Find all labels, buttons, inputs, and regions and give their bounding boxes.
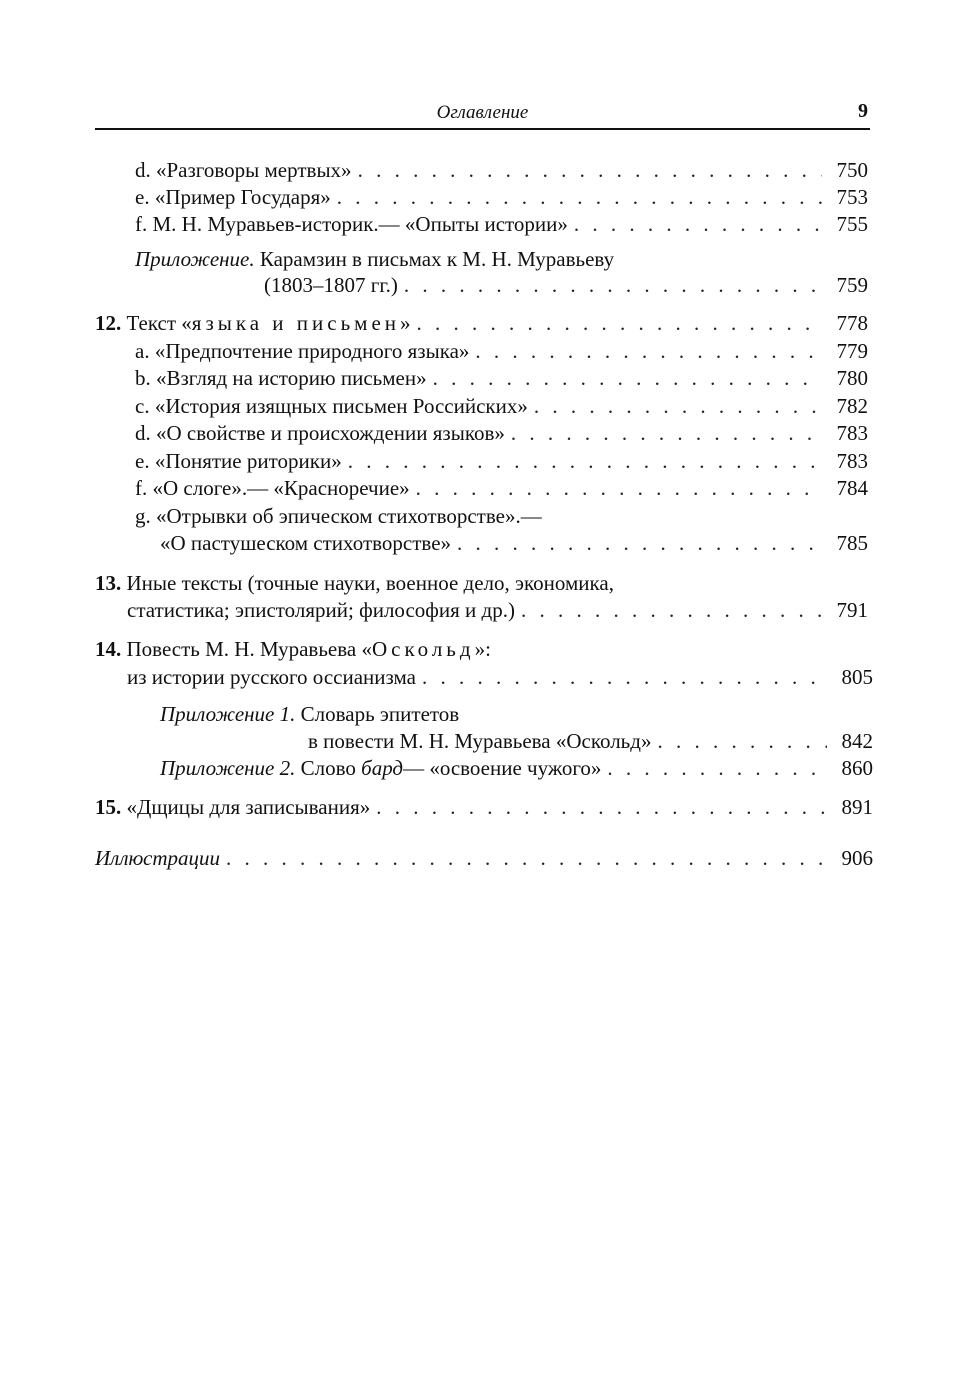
section-title-cont: из истории русского оссианизма [127, 665, 416, 689]
entry-title: Карамзин в письмах к М. Н. Муравьеву [259, 247, 615, 271]
dot-leader [657, 728, 827, 755]
toc-section-15[interactable] [95, 794, 873, 821]
entry-title: f. «О слоге».— «Красноречие» [135, 476, 410, 500]
running-title: Оглавление [436, 102, 529, 123]
entry-page: 805 [841, 665, 873, 689]
entry-title: d. «О свойстве и происхождении языков» [135, 421, 505, 445]
section-title: Иллюстрации [95, 846, 220, 870]
appendix-label: Приложение 2. [160, 756, 296, 780]
entry-title-cont: (1803–1807 гг.) [264, 273, 398, 297]
entry-title: f. М. Н. Муравьев-историк.— «Опыты истории» [135, 212, 568, 236]
toc-section-14-line1[interactable] [95, 636, 868, 663]
entry-page: 785 [836, 531, 868, 555]
section-title-post: » [400, 311, 411, 335]
entry-page: 780 [836, 366, 868, 390]
toc-entry[interactable] [135, 365, 868, 392]
toc-section-14-line2[interactable] [127, 664, 873, 691]
toc-illustrations[interactable] [95, 845, 873, 872]
entry-title: e. «Пример Государя» [135, 185, 331, 209]
toc-section-12[interactable] [95, 310, 868, 337]
dot-leader [457, 530, 822, 557]
toc-entry-line1[interactable] [135, 246, 868, 273]
running-header [95, 100, 870, 130]
toc-entry[interactable] [135, 184, 868, 211]
dot-leader [574, 211, 822, 238]
entry-page: 755 [836, 212, 868, 236]
section-title: «Дщицы для записывания» [126, 795, 371, 819]
toc-entry[interactable] [135, 393, 868, 420]
entry-title: Словарь эпитетов [300, 702, 460, 726]
entry-page: 750 [836, 158, 868, 182]
toc-entry[interactable] [135, 475, 868, 502]
section-title-pre: Текст « [126, 311, 192, 335]
dot-leader [534, 393, 822, 420]
toc-entry[interactable] [135, 157, 868, 184]
entry-title-word: бард [361, 756, 404, 780]
entry-page: 759 [836, 273, 868, 297]
entry-page: 783 [836, 421, 868, 445]
dot-leader [475, 338, 822, 365]
toc-entry-line2[interactable] [308, 728, 873, 755]
toc-entry-line1[interactable] [160, 701, 873, 728]
entry-page: 779 [836, 339, 868, 363]
page-number: 9 [858, 100, 868, 122]
toc-entry-line2[interactable] [264, 272, 868, 299]
entry-title-cont: «О пастушеском стихотворстве» [160, 531, 452, 555]
entry-title: c. «История изящных письмен Российских» [135, 394, 528, 418]
entry-title-pre: Слово [300, 756, 356, 780]
entry-title-post: — «освоение чужого» [403, 756, 602, 780]
dot-leader [358, 157, 822, 184]
toc-section-13-line1[interactable] [95, 570, 868, 597]
entry-title-cont: в повести М. Н. Муравьева «Оскольд» [308, 729, 652, 753]
entry-page: 783 [836, 449, 868, 473]
entry-page: 782 [836, 394, 868, 418]
dot-leader [511, 420, 822, 447]
entry-title: d. «Разговоры мертвых» [135, 158, 352, 182]
section-number: 13. [95, 571, 122, 595]
toc-entry-line2[interactable] [160, 530, 868, 557]
entry-title: b. «Взгляд на историю письмен» [135, 366, 427, 390]
dot-leader [337, 184, 822, 211]
toc-entry[interactable] [135, 448, 868, 475]
entry-page: 784 [836, 476, 868, 500]
dot-leader [607, 755, 827, 782]
section-title-spaced: языка и письмен [191, 311, 401, 335]
dot-leader [348, 448, 822, 475]
dot-leader [404, 272, 822, 299]
entry-page: 842 [841, 729, 873, 753]
entry-title: g. «Отрывки об эпическом стихотворстве».— [135, 504, 542, 528]
section-title: Иные тексты (точные науки, военное дело, экономика, [126, 571, 614, 595]
entry-page: 906 [841, 846, 873, 870]
section-number: 14. [95, 637, 122, 661]
dot-leader [416, 475, 822, 502]
dot-leader [433, 365, 822, 392]
toc-entry[interactable] [135, 338, 868, 365]
entry-title: a. «Предпочтение природного языка» [135, 339, 470, 363]
entry-page: 891 [841, 795, 873, 819]
section-title-spaced: Оскольд [371, 637, 475, 661]
section-title-cont: статистика; эпистолярий; философия и др.) [127, 598, 515, 622]
appendix-label: Приложение 1. [160, 702, 296, 726]
entry-page: 791 [836, 598, 868, 622]
entry-page: 753 [836, 185, 868, 209]
dot-leader [376, 794, 827, 821]
section-title-post: »: [474, 637, 491, 661]
section-title-pre: Повесть М. Н. Муравьева « [126, 637, 372, 661]
toc-entry[interactable] [135, 420, 868, 447]
dot-leader [417, 310, 822, 337]
entry-page: 778 [836, 311, 868, 335]
toc-section-13-line2[interactable] [127, 597, 868, 624]
dot-leader [422, 664, 827, 691]
dot-leader [226, 845, 827, 872]
toc-entry-line1[interactable] [135, 503, 868, 530]
dot-leader [521, 597, 822, 624]
entry-page: 860 [841, 756, 873, 780]
entry-title: e. «Понятие риторики» [135, 449, 342, 473]
appendix-label: Приложение. [135, 247, 255, 271]
section-number: 15. [95, 795, 122, 819]
toc-entry[interactable] [160, 755, 873, 782]
toc-entry[interactable] [135, 211, 868, 238]
section-number: 12. [95, 311, 122, 335]
